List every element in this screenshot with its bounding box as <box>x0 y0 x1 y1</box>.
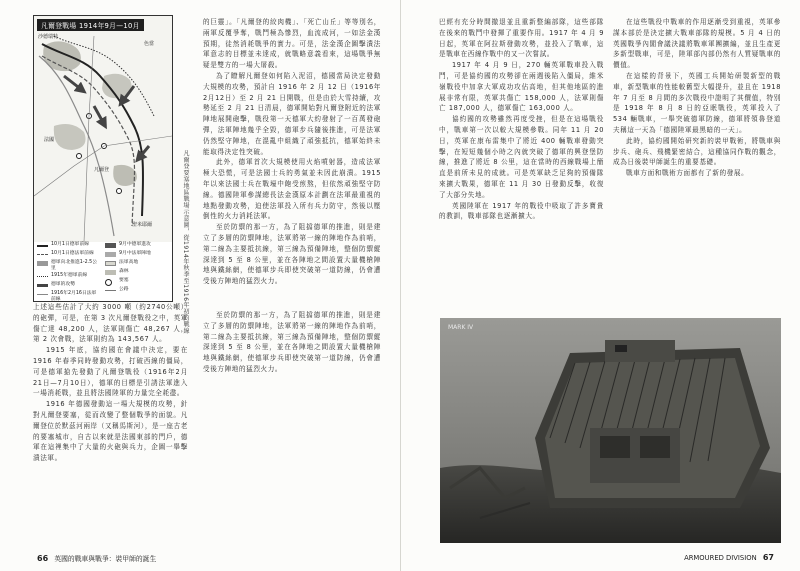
legend-item: 10月1日德法軍前線 <box>37 251 101 259</box>
tank-photo <box>440 318 781 543</box>
text-column <box>439 17 604 307</box>
map-title: 凡爾登戰場 1914年9月—10月 <box>37 19 144 31</box>
text-column <box>203 310 381 545</box>
text-column <box>203 17 381 307</box>
map-label: 聖米耶爾 <box>132 222 153 228</box>
battle-map <box>33 15 173 302</box>
legend-item: 1916年2月16日法軍前線 <box>37 291 101 302</box>
paragraph: 為了瞭解凡爾登如何陷入泥沼，德國當局決定發動大規模的攻勢，預計自 1916 年 2 月 12 日（1916年2月12日）至 2 月 21 日開戰，但是由於大雪持續，攻勢延至 2 月 21 日清晨，德軍開始對凡爾登附近的法軍陣地展開砲擊，戰役第一天德軍大約發射了一百萬發砲彈，法軍陣地幾乎全毀，德軍步兵隨後推進，可是法軍仍然堅守陣地，在混亂中組織了頑強抵抗，德軍始終未能取得決定性突破。 <box>203 71 381 156</box>
running-head: 英國的戰車與戰爭：裝甲師的誕生 <box>54 555 157 563</box>
paragraph: 此時，協約國開始研究新的裝甲戰術，將戰車與步兵、砲兵、飛機緊密結合，這種協同作戰的觀念，成為日後裝甲師誕生的重要基礎。 <box>613 136 781 167</box>
legend-item: 1915年德軍前線 <box>37 273 101 281</box>
legend-item: 9月中法軍陣地 <box>105 251 169 259</box>
legend-item: 森林 <box>105 269 169 277</box>
legend-item: 德軍的攻勢 <box>37 282 101 290</box>
page-number: 66 <box>37 554 49 563</box>
paragraph: 1916 年德國發動這一場大規模的攻勢，針對凡爾登要塞，從而改變了整個戰爭的面貌。凡爾登位於默茲河兩岸（又稱馬斯河），是一座古老的要塞城市，自古以來就是法國東部的門戶，德軍在這裡集中了大量的火砲與兵力，企圖一舉擊潰法軍。 <box>33 400 188 463</box>
paragraph: 此外，德軍首次大規模使用火焰噴射器，造成法軍極大恐慌，可是法國士兵的勇氣並未因此崩潰。1915 年以來法國士兵在戰壕中飽受煎熬，但依然頑強堅守防線。德國陸軍參謀總長法金漢原本計劃在法軍最重視的地點發動攻勢，迫使法軍投入所有兵力防守，然後以壓倒性的火力消耗法軍。 <box>203 158 381 221</box>
paragraph: 巴經有充分時間撤退並且重新整編部隊，這些部隊在後來的戰鬥中發揮了重要作用。1917 年 4 月 9 日起，英軍在阿拉斯發動攻勢，並投入了戰車，這是戰車在西線作戰中的又一次嘗試。 <box>439 18 604 59</box>
legend-item: 公路 <box>105 287 169 295</box>
page-footer <box>684 553 778 562</box>
paragraph: 協約國的攻勢雖然再度受挫，但是在這場戰役中，戰車第一次以較大規模參戰。同年 11 月 20 日，英軍在康布雷集中了將近 400 輛戰車發動突擊，在短短幾個小時之內就突破了德軍的興登堡防線，推進了將近 8 公里，這在當時的西線戰場上簡直是前所未見的成就。可是英軍缺乏足夠的預備隊來擴大戰果，德軍在 11 月 30 日發動反擊，收復了大部分失地。 <box>439 115 604 199</box>
legend-item: 9月中德軍進攻 <box>105 242 169 250</box>
paragraph: 上述這些估計了大約 3000 噸（約2740公噸）的砲彈，可是，在第 3 次凡爾登戰役之中，英軍傷亡達 48,200 人，法軍則傷亡 48,267 人，第 2 次會戰，法軍則約為 143,567 人。 <box>33 303 188 344</box>
legend-item: 法軍高地 <box>105 260 169 268</box>
map-label: 沙德瑞特 <box>38 34 59 40</box>
photo-caption: MARK IV <box>448 324 474 331</box>
paragraph: 在這樣的背景下，英國工兵開始研製新型的戰車，新型戰車的性能較舊型大幅提升，並且在 1918 年 7 月至 8 月間的多次戰役中證明了其價值，特別是 1918 年 8 月 8 日的亞眠戰役，英軍投入了 534 輛戰車，一舉突破德軍防線，德軍將領魯登道夫稱這一天為「德國陸軍最黑暗的一天」。 <box>613 71 781 134</box>
right-page <box>400 0 800 571</box>
page-number: 67 <box>762 553 774 562</box>
running-head: ARMOURED DIVISION <box>684 554 757 562</box>
page-footer <box>33 553 156 563</box>
paragraph: 英國陸軍在 1917 年的戰役中吸取了許多寶貴的教訓，戰車部隊也逐漸擴大。 <box>439 201 604 221</box>
map-drawing <box>34 16 172 242</box>
legend-item: 10月1日德軍前線 <box>37 242 101 250</box>
legend-item: 要塞 <box>105 278 169 286</box>
map-label: 色當 <box>144 41 155 47</box>
paragraph: 1917 年 4 月 9 日，270 輛英軍戰車投入戰鬥，可是協約國的攻勢卻在兩週後陷入僵局，維米嶺戰役中加拿大軍成功攻佔高地，但其他地區的進展非常有限，英軍共傷亡 158,000 人，法軍則傷亡 187,000 人，德軍傷亡 163,000 人。 <box>439 61 604 113</box>
map-label: 凡爾登 <box>94 167 110 173</box>
tank-photo-drawing <box>440 318 781 543</box>
map-label: 法國 <box>44 137 55 143</box>
paragraph: 至於防禦的那一方，為了阻擋德軍的推進，則是建立了多層的防禦陣地，法軍將第一線的陣地作為前哨，第二線為主要抵抗線，第三線為預備陣地，整個防禦縱深達到 5 至 8 公里，並在各陣地之間設置大量機槍陣地與鐵絲網，使德軍步兵即使突破第一道防線，仍會遭受後方陣地的猛烈火力。 <box>203 311 381 373</box>
legend-item: 德軍向北推進1-2.5公里 <box>37 260 101 272</box>
text-column <box>613 17 781 307</box>
paragraph: 在這些戰役中戰車的作用逐漸受到重視，英軍參謀本部於是決定擴大戰車部隊的規模。5 月 4 日的英國戰爭內閣會議決議將戰車軍團擴編，並且生產更多新型戰車，可是，陸軍部內部仍然有人質疑戰車的價值。 <box>613 18 781 70</box>
paragraph: 戰車方面和戰術方面都有了新的發展。 <box>626 169 749 178</box>
map-caption: 凡爾登要塞地區戰場示意圖，從1914年秋季至1916年初的戰線 <box>182 150 189 335</box>
text-column <box>33 302 188 545</box>
paragraph: 至於防禦的那一方，為了阻擋德軍的推進，則是建立了多層的防禦陣地，法軍將第一線的陣地作為前哨，第二線為主要抵抗線，第三線為預備陣地，整個防禦縱深達到 5 至 8 公里，並在各陣地之間設置大量機槍陣地與鐵絲網，使德軍步兵即使突破第一道防線，仍會遭受後方陣地的猛烈火力。 <box>203 223 381 286</box>
paragraph: 1915 年底，協約國在會議中決定，要在 1916 年春季同時發動攻勢，打破西線的僵局，可是德軍搶先發動了凡爾登戰役（1916年2月21日—7月10日），德軍的目標是引誘法軍進入一場消耗戰，並且將法國陸軍的力量完全耗盡。 <box>33 346 188 398</box>
paragraph: 的巨靈」。「凡爾登的絞肉機」、「死亡山丘」等等別名，兩軍反覆爭奪，戰鬥極為慘烈，血流成河，一如法金漢預期，徒然消耗戰爭的實力。可是，法金漢企圖擊潰法軍意志的目標並未達成，就戰略意義看來，這場戰爭無疑是雙方的一場大屠殺。 <box>203 18 381 70</box>
